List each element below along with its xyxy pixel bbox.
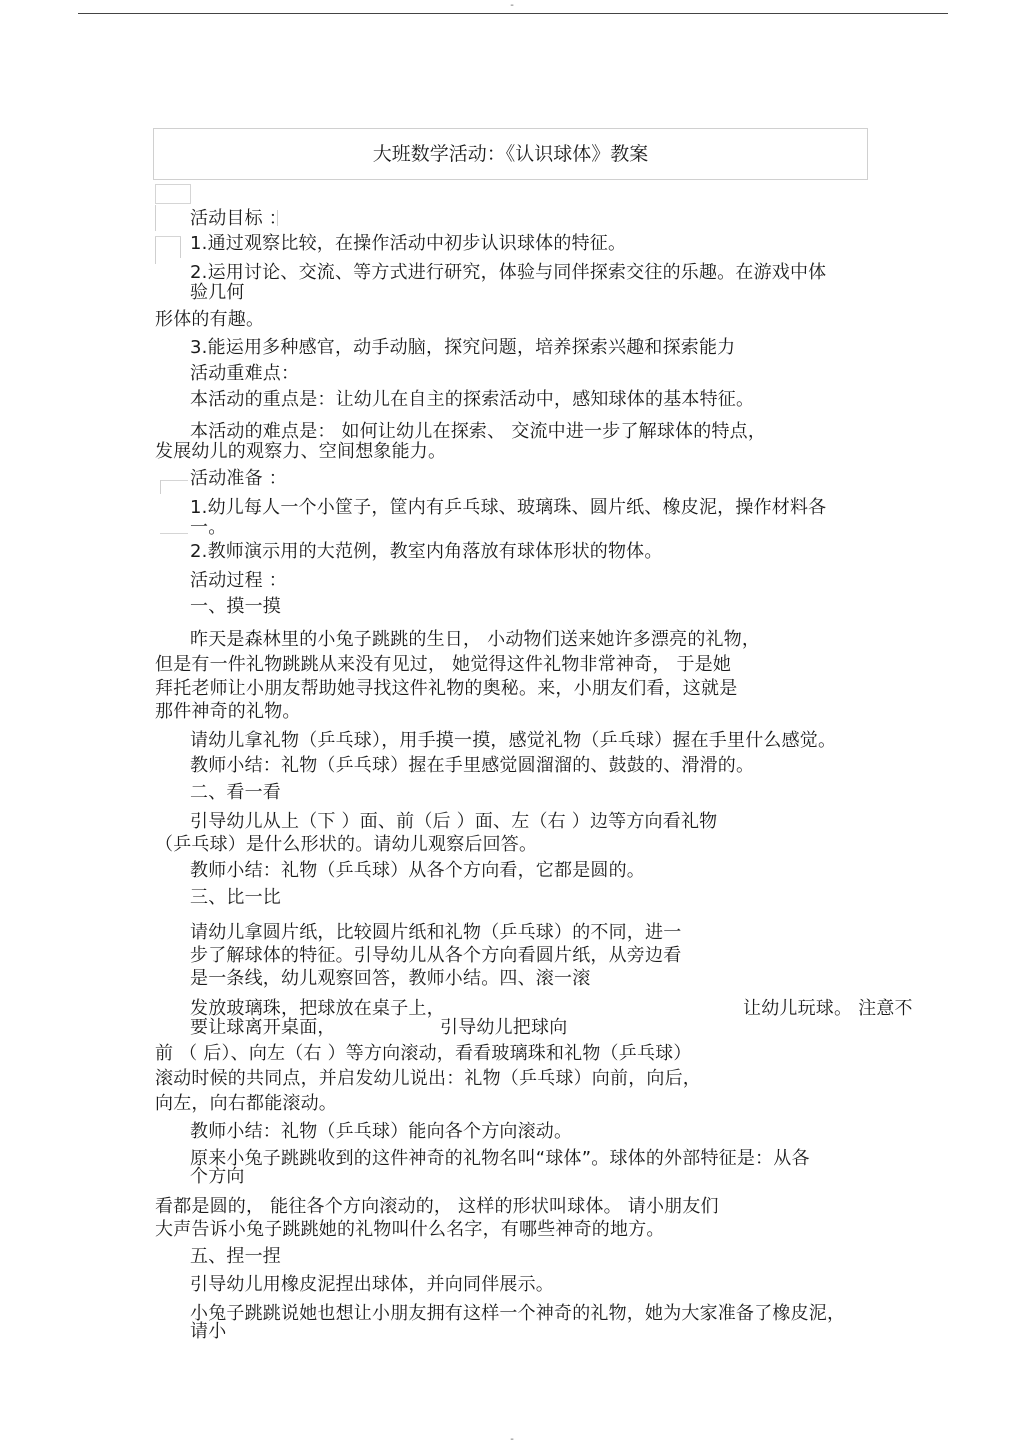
text-line: 活动重难点：: [190, 363, 300, 384]
text-line: 向左，向右都能滚动。: [155, 1093, 337, 1114]
text-line: 发放玻璃珠，把球放在桌子上，: [190, 998, 445, 1019]
section-heading: 二、看一看: [190, 782, 281, 803]
text-line: 原来小兔子跳跳收到的这件神奇的礼物名叫“球体”。球体的外部特征是：从各: [190, 1148, 810, 1169]
text-line: 教师小结：礼物（乒乓球）能向各个方向滚动。: [190, 1121, 573, 1142]
text-line: 2.运用讨论、交流、等方式进行研究，体验与同伴探索交往的乐趣。在游戏中体: [190, 262, 827, 283]
table-cell-border: [155, 184, 191, 204]
text-line: 2.教师演示用的大范例，教室内角落放有球体形状的物体。: [190, 541, 663, 562]
text-line: 3.能运用多种感官，动手动脑，探究问题，培养探索兴趣和探索能力: [190, 337, 736, 358]
text-line: 活动目标 ：: [190, 208, 287, 229]
text-line: 形体的有趣。: [155, 309, 265, 330]
text-line: 引导幼儿把球向: [440, 1017, 568, 1038]
text-line: 1.幼儿每人一个小筐子，筐内有乒乓球、玻璃珠、圆片纸、橡皮泥，操作材料各: [190, 497, 827, 518]
text-line: 拜托老师让小朋友帮助她寻找这件礼物的奥秘。来，小朋友们看，这就是: [155, 678, 738, 699]
text-line: 但是有一件礼物跳跳从来没有见过， 她觉得这件礼物非常神奇， 于是她: [155, 654, 732, 675]
header-rule: [78, 13, 948, 14]
section-heading: 三、比一比: [190, 887, 281, 908]
footer-mark: -: [510, 1434, 514, 1445]
table-border-line: [155, 205, 156, 231]
text-line: 步了解球体的特征。引导幼儿从各个方向看圆片纸，从旁边看: [190, 945, 682, 966]
text-line: 教师小结：礼物（乒乓球）从各个方向看，它都是圆的。: [190, 860, 645, 881]
text-line: 小兔子跳跳说她也想让小朋友拥有这样一个神奇的礼物，她为大家准备了橡皮泥，: [190, 1303, 846, 1324]
table-border-line: [160, 480, 188, 481]
text-line: 滚动时候的共同点，并启发幼儿说出：礼物（乒乓球）向前，向后，: [155, 1068, 701, 1089]
text-line: 引导幼儿用橡皮泥捏出球体，并向同伴展示。: [190, 1274, 554, 1295]
text-line: 活动过程 ：: [190, 570, 287, 591]
section-heading: 一、摸一摸: [190, 596, 281, 617]
text-line: 看都是圆的， 能往各个方向滚动的， 这样的形状叫球体。 请小朋友们: [155, 1196, 719, 1217]
header-mark: -: [510, 0, 514, 11]
text-line: 一。: [190, 517, 227, 538]
section-heading: 五、捏一捏: [190, 1246, 281, 1267]
text-line: 教师小结：礼物（乒乓球）握在手里感觉圆溜溜的、鼓鼓的、滑滑的。: [190, 755, 755, 776]
text-line: 验几何: [190, 282, 245, 303]
table-border-line: [155, 236, 156, 264]
text-line: 活动准备 ：: [190, 468, 287, 489]
text-line: 发展幼儿的观察力、空间想象能力。: [155, 441, 447, 462]
text-line: 引导幼儿从上（下 ）面、前（后 ）面、左（右 ）边等方向看礼物: [190, 811, 718, 832]
text-line: （乒乓球）是什么形状的。请幼儿观察后回答。: [155, 834, 538, 855]
text-line: 个方向: [190, 1166, 245, 1187]
document-title: 大班数学活动：《认识球体》教案: [372, 143, 649, 165]
text-line: 请幼儿拿圆片纸，比较圆片纸和礼物（乒乓球）的不同，进一: [190, 922, 682, 943]
table-border-line: [160, 533, 188, 534]
text-line: 请幼儿拿礼物（乒乓球），用手摸一摸，感觉礼物（乒乓球）握在手里什么感觉。: [190, 730, 837, 751]
text-line: 本活动的难点是： 如何让幼儿在探索、 交流中进一步了解球体的特点，: [190, 421, 767, 442]
text-line: 前 （ 后）、向左（右 ）等方向滚动，看看玻璃珠和礼物（乒乓球）: [155, 1043, 692, 1064]
text-line: 大声告诉小兔子跳跳她的礼物叫什么名字，有哪些神奇的地方。: [155, 1219, 665, 1240]
text-line: 请小: [190, 1321, 227, 1342]
text-line: 1.通过观察比较，在操作活动中初步认识球体的特征。: [190, 233, 627, 254]
table-border-line: [155, 236, 181, 237]
text-line: 本活动的重点是：让幼儿在自主的探索活动中，感知球体的基本特征。: [190, 389, 755, 410]
table-border-line: [160, 480, 161, 494]
text-line: 要让球离开桌面，: [190, 1017, 336, 1038]
text-line: 是一条线，幼儿观察回答，教师小结。四、滚一滚: [190, 968, 591, 989]
text-line: 那件神奇的礼物。: [155, 701, 301, 722]
text-line: 昨天是森林里的小兔子跳跳的生日， 小动物们送来她许多漂亮的礼物，: [190, 629, 761, 650]
text-line: 让幼儿玩球。 注意不: [743, 998, 913, 1019]
table-border-line: [180, 236, 181, 258]
